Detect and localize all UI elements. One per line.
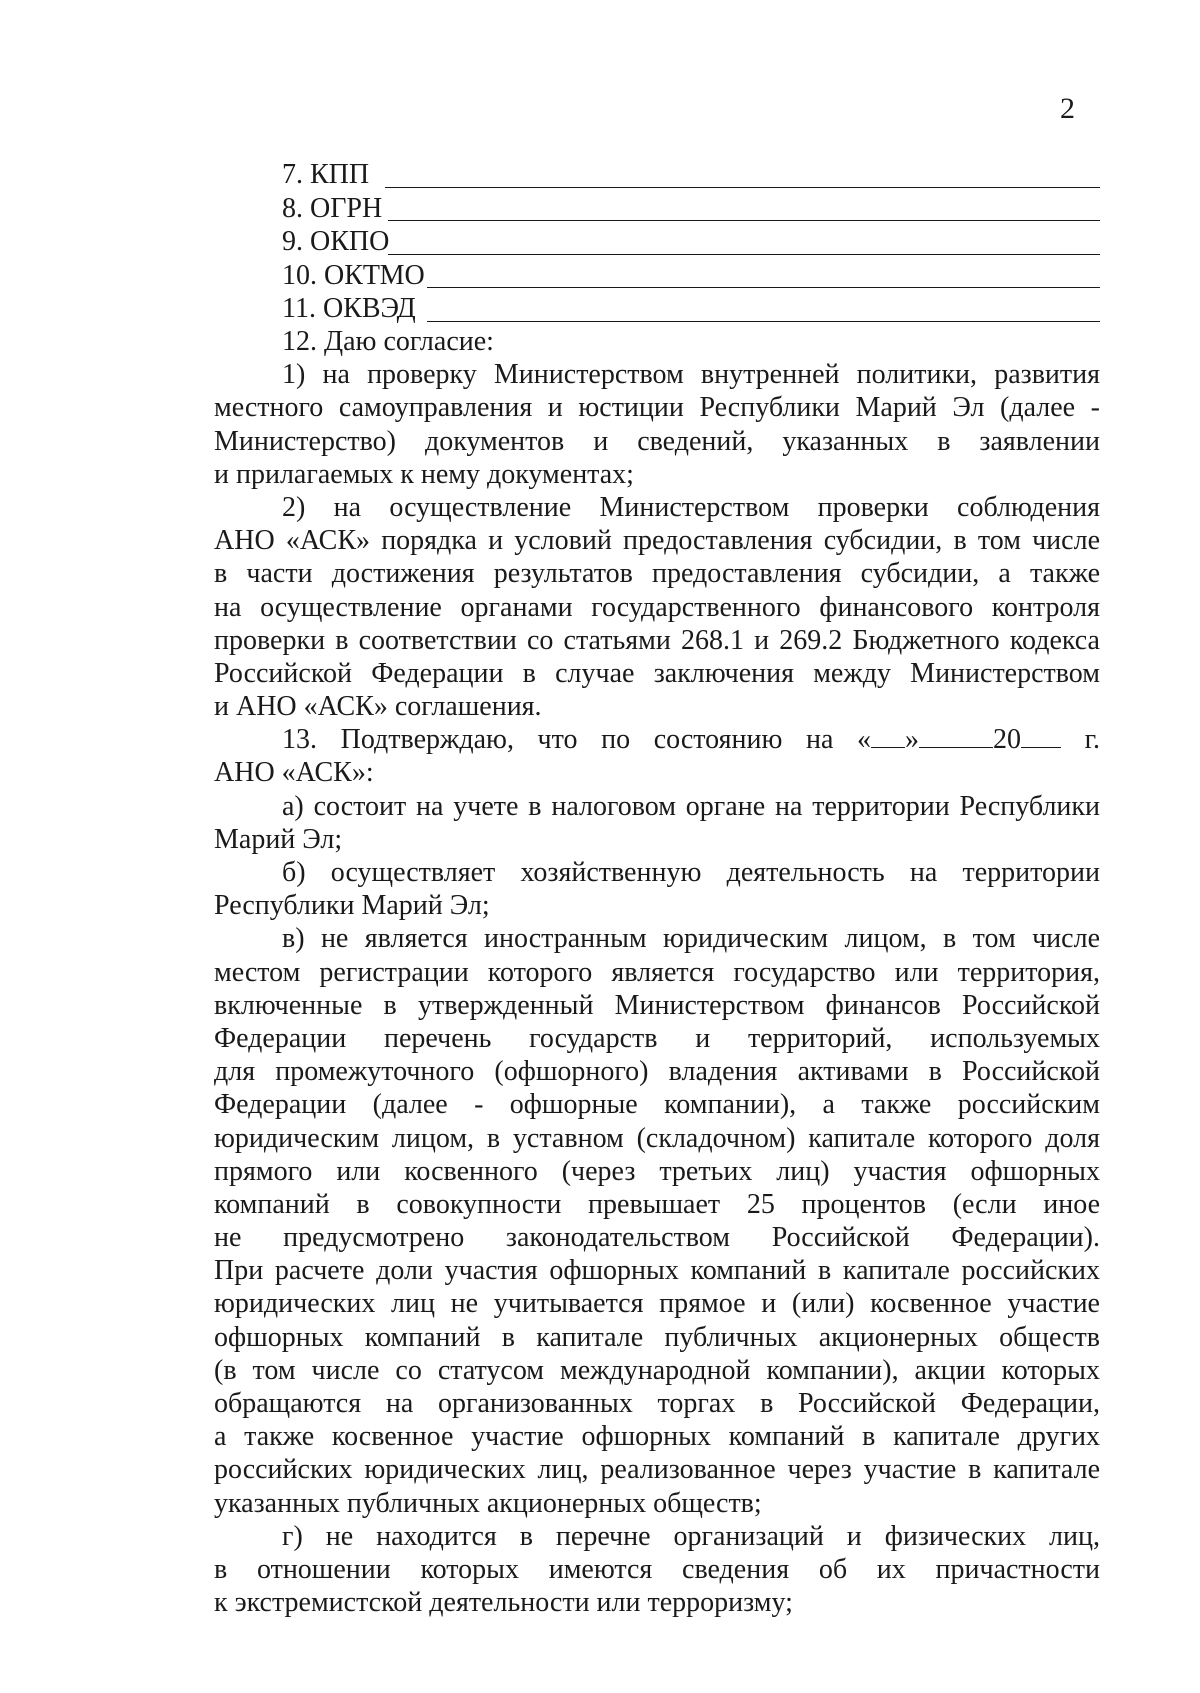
paragraph-line: г) не находится в перечне организаций и физических лиц,	[282, 1520, 1100, 1552]
paragraph-line: офшорных компаний в капитале публичных акционерных обществ	[214, 1321, 1100, 1353]
paragraph-line: а также косвенное участие офшорных компаний в капитале других	[214, 1421, 1100, 1453]
paragraph-line: в части достижения результатов предоставления субсидии, а также	[214, 558, 1100, 590]
field-okpo	[0, 225, 1200, 259]
paragraph-line: и АНО «АСК» соглашения.	[214, 691, 542, 723]
paragraph-line: местного самоуправления и юстиции Республики Марий Эл (далее -	[214, 392, 1100, 424]
year-prefix: 20	[993, 724, 1022, 756]
day-blank	[871, 725, 905, 748]
field-label-ogrn: 8. ОГРН	[282, 192, 383, 224]
field-label-okpo: 9. ОКПО	[282, 226, 390, 257]
paragraph-line: Федерации (далее - офшорные компании), а также российским	[214, 1089, 1100, 1121]
requisites-fields	[0, 158, 1200, 326]
paragraph-line: При расчете доли участия офшорных компаний в капитале российских	[214, 1255, 1100, 1287]
paragraph-line: местом регистрации которого является государство или территория,	[214, 956, 1100, 988]
section-confirmation	[214, 723, 1100, 1619]
paragraph-line: для промежуточного (офшорного) владения активами в Российской	[214, 1056, 1100, 1088]
paragraph-line: АНО «АСК»:	[214, 757, 374, 789]
section-consent	[214, 325, 1100, 723]
field-blank-okved	[427, 321, 1100, 322]
confirmation-date-line	[214, 723, 1100, 756]
paragraph-line: 2) на осуществление Министерством проверки соблюдения	[282, 491, 1100, 523]
field-blank-oktmo	[427, 287, 1100, 288]
document-body	[214, 325, 1100, 1619]
field-okved	[0, 292, 1200, 326]
paragraph-line: юридическим лицом, в уставном (складочном) капитале которого доля	[214, 1122, 1100, 1154]
year-blank	[1021, 725, 1061, 748]
field-blank-kpp	[385, 187, 1100, 188]
paragraph-line: юридических лиц не учитывается прямое и (или) косвенное участие	[214, 1288, 1100, 1320]
paragraph-line: обращаются на организованных торгах в Российской Федерации,	[214, 1388, 1100, 1419]
paragraph-line: проверки в соответствии со статьями 268.1 и 269.2 Бюджетного кодекса	[214, 624, 1100, 656]
paragraph-line: (в том числе со статусом международной компании), акции которых	[214, 1354, 1100, 1386]
field-label-kpp: 7. КПП	[282, 159, 370, 190]
field-ogrn	[0, 192, 1200, 226]
paragraph-line: на осуществление органами государственного финансового контроля	[214, 591, 1100, 623]
paragraph-line: Российской Федерации в случае заключения между Министерством	[214, 657, 1100, 689]
paragraph-line: к экстремистской деятельности или терроризму;	[214, 1587, 793, 1619]
confirmation-text: 13. Подтверждаю, что по состоянию на «	[282, 724, 872, 756]
paragraph-line: не предусмотрено законодательством Российской Федерации).	[214, 1222, 1100, 1254]
paragraph-line: прямого или косвенного (через третьих лиц) участия офшорных	[214, 1155, 1100, 1187]
paragraph-line: б) осуществляет хозяйственную деятельность на территории	[282, 857, 1100, 888]
paragraph-line: 1) на проверку Министерством внутренней политики, развития	[282, 359, 1100, 391]
paragraph-line: компаний в совокупности превышает 25 процентов (если иное	[214, 1188, 1100, 1220]
paragraph-line: и прилагаемых к нему документах;	[214, 458, 634, 490]
paragraph-line: указанных публичных акционерных обществ;	[214, 1487, 762, 1519]
section-heading: 12. Даю согласие:	[282, 326, 494, 357]
year-suffix: г.	[1084, 724, 1100, 756]
field-label-oktmo: 10. ОКТМО	[282, 259, 425, 291]
paragraph-line: а) состоит на учете в налоговом органе на территории Республики	[282, 790, 1100, 822]
field-kpp	[0, 158, 1200, 192]
paragraph-line: в отношении которых имеются сведения об их причастности	[214, 1553, 1100, 1585]
paragraph-line: Республики Марий Эл;	[214, 890, 490, 922]
paragraph-line: Федерации перечень государств и территорий, используемых	[214, 1022, 1100, 1054]
paragraph-line: Марий Эл;	[214, 823, 343, 855]
month-blank	[919, 725, 993, 748]
page-number: 2	[1060, 92, 1075, 125]
paragraph-line: в) не является иностранным юридическим лицом, в том числе	[282, 923, 1100, 955]
paragraph-line: включенные в утвержденный Министерством финансов Российской	[214, 989, 1100, 1021]
paragraph-line: АНО «АСК» порядка и условий предоставления субсидии, в том числе	[214, 525, 1100, 557]
field-blank-okpo	[388, 254, 1100, 255]
paragraph-line: Министерство) документов и сведений, указанных в заявлении	[214, 425, 1100, 457]
paragraph-line: российских юридических лиц, реализованное через участие в капитале	[214, 1454, 1100, 1486]
field-oktmo	[0, 259, 1200, 293]
field-blank-ogrn	[388, 220, 1100, 221]
quote-close: »	[905, 724, 920, 756]
field-label-okved: 11. ОКВЭД	[282, 293, 416, 324]
